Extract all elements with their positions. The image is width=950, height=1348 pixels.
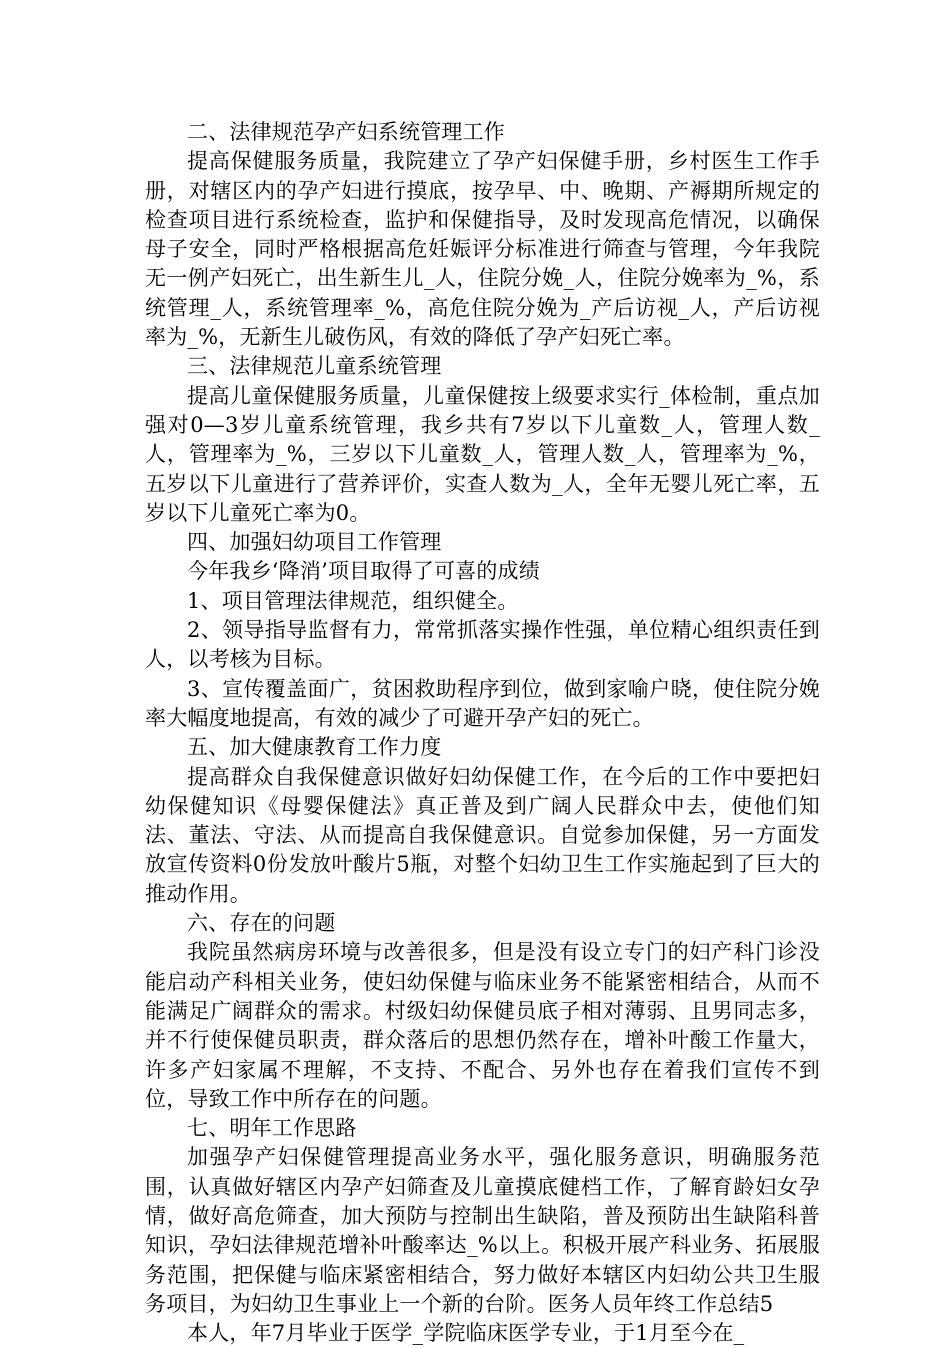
body-paragraph: 我院虽然病房环境与改善很多，但是没有设立专门的妇产科门诊没能启动产科相关业务，使妇幼保健与临床业务不能紧密相结合，从而不能满足广阔群众的需求。村级妇幼保健员底子相对薄弱、且男同志多，并不行使保健员职责，群众落后的思想仍然存在，增补叶酸工作量大，许多产妇家属不理解，不支持、不配合、另外也存在着我们宣传不到位，导致工作中所存在的问题。 [145, 940, 820, 1111]
body-paragraph: 本人，年7月毕业于医学_学院临床医学专业，于1月至今在_ [187, 1321, 745, 1346]
section-heading-5: 五、加大健康教育工作力度 [187, 735, 442, 760]
section-heading-4: 四、加强妇幼项目工作管理 [187, 530, 442, 555]
section-heading-6: 六、存在的问题 [187, 911, 336, 936]
body-paragraph: 提高保健服务质量，我院建立了孕产妇保健手册，乡村医生工作手册，对辖区内的孕产妇进行摸底，按孕早、中、晚期、产褥期所规定的检查项目进行系统检查，监护和保健指导，及时发现高危情况，以确保母子安全，同时严格根据高危妊娠评分标准进行筛查与管理，今年我院无一例产妇死亡，出生新生儿_人，住院分娩_人，住院分娩率为_%，系统管理_人，系统管理率_%，高危住院分娩为_产后访视_人，产后访视率为_%，无新生儿破伤风，有效的降低了孕产妇死亡率。 [145, 149, 820, 350]
document-page [145, 118, 820, 1348]
body-paragraph: 今年我乡‘降消’项目取得了可喜的成绩 [187, 559, 540, 584]
section-heading-7: 七、明年工作思路 [187, 1116, 357, 1141]
section-heading-3: 三、法律规范儿童系统管理 [187, 354, 442, 379]
list-item: 2、领导指导监督有力，常常抓落实操作性强，单位精心组织责任到人，以考核为目标。 [145, 618, 820, 672]
list-item: 3、宣传覆盖面广，贫困救助程序到位，做到家喻户晓，使住院分娩率大幅度地提高，有效的减少了可避开孕产妇的死亡。 [145, 676, 820, 730]
body-paragraph: 提高儿童保健服务质量，儿童保健按上级要求实行_体检制，重点加强对0—3岁儿童系统管理，我乡共有7岁以下儿童数_人，管理人数_人，管理率为_%，三岁以下儿童数_人，管理人数_人，管理率为_%，五岁以下儿童进行了营养评价，实查人数为_人，全年无婴儿死亡率，五岁以下儿童死亡率为0。 [145, 383, 820, 525]
body-paragraph: 提高群众自我保健意识做好妇幼保健工作，在今后的工作中要把妇幼保健知识《母婴保健法》真正普及到广阔人民群众中去，使他们知法、董法、守法、从而提高自我保健意识。自觉参加保健，另一方面发放宣传资料0份发放叶酸片5瓶，对整个妇幼卫生工作实施起到了巨大的推动作用。 [145, 764, 820, 906]
section-heading-2: 二、法律规范孕产妇系统管理工作 [187, 120, 505, 144]
body-paragraph: 加强孕产妇保健管理提高业务水平，强化服务意识，明确服务范围，认真做好辖区内孕产妇筛查及儿童摸底健档工作，了解育龄妇女孕情，做好高危筛查，加大预防与控制出生缺陷，普及预防出生缺陷科普知识，孕妇法律规范增补叶酸率达_%以上。积极开展产科业务、拓展服务范围，把保健与临床紧密相结合，努力做好本辖区内妇幼公共卫生服务项目，为妇幼卫生事业上一个新的台阶。医务人员年终工作总结5 [145, 1145, 820, 1316]
list-item: 1、项目管理法律规范，组织健全。 [187, 588, 519, 613]
